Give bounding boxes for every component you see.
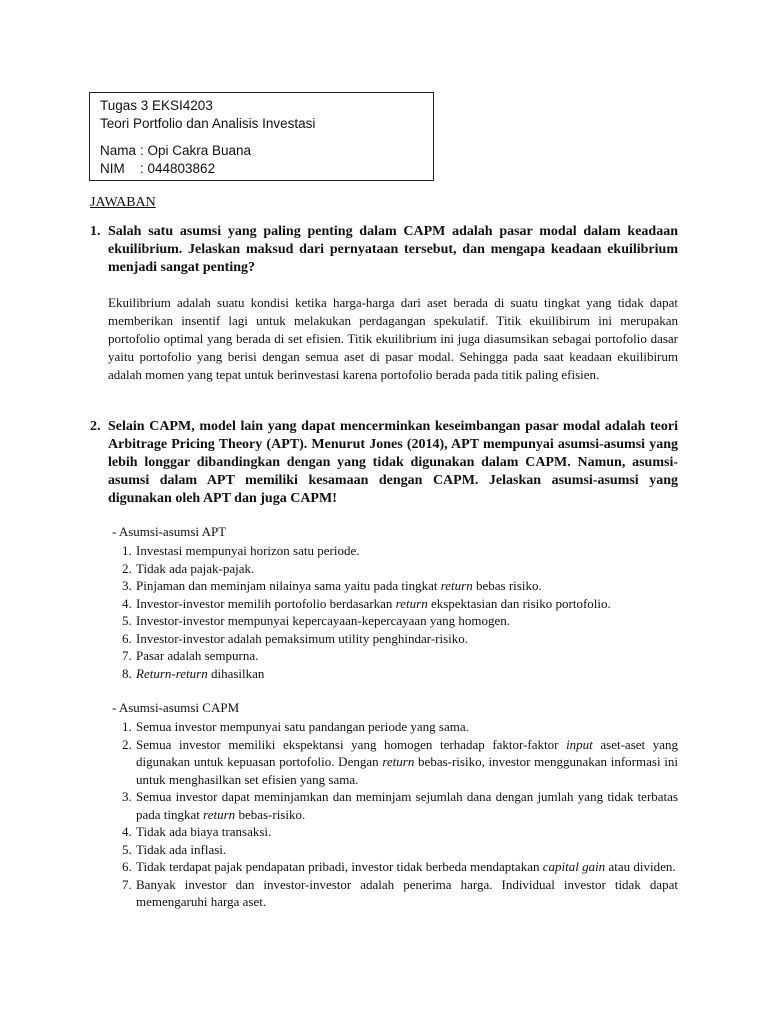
name-value: : Opi Cakra Buana xyxy=(140,143,252,158)
nim-row xyxy=(100,161,215,176)
list-item: 5. Investor-investor mempunyai kepercayaan-kepercayaan yang homogen. xyxy=(122,613,511,628)
course-title: Teori Portfolio dan Analisis Investasi xyxy=(100,116,316,131)
list-item: 2. Tidak ada pajak-pajak. xyxy=(122,560,255,576)
list-item: 1. Investasi mempunyai horizon satu periode. xyxy=(122,543,360,558)
question-1 xyxy=(90,223,678,277)
list-item: 4. Tidak ada biaya transaksi. xyxy=(122,824,272,839)
name-label: Nama xyxy=(100,143,137,158)
answer-heading: JAWABAN xyxy=(90,195,156,210)
question-2 xyxy=(90,418,678,508)
name-row xyxy=(100,143,251,158)
list-item: 7. Banyak investor dan investor-investor adalah penerima harga. Individual investor tidak dapat memengaruhi harga aset. xyxy=(122,876,678,909)
list-item: 2. Semua investor memiliki ekspektansi yang homogen terhadap faktor-faktor input aset-aset yang digunakan untuk kepuasan portofolio. Dengan return bebas-risiko, investor menggunakan informasi ini untuk menghasilkan set efisien yang sama. xyxy=(122,736,678,787)
list-item: 6. Tidak terdapat pajak pendapatan pribadi, investor tidak berbeda mendaptakan capital gain atau dividen. xyxy=(122,859,676,874)
answer-1-paragraph: Ekuilibrium adalah suatu kondisi ketika harga-harga dari aset berada di suatu tingkat yang tidak dapat memberikan insentif lagi untuk melakukan perdagangan spekulatif. Titik ekuilibirum ini merupakan portofolio optimal yang berada di set efisien. Titik ekuilibrium ini juga diasumsikan sebagai portofolio dasar yaitu portofolio yang berisi dengan semua aset di pasar modal. Sehingga pada saat keadaan ekuilibirum adalah momen yang tepat untuk berinvestasi karena portofolio berada pada titik paling efisien. xyxy=(108,295,678,382)
list-item: 8. Return-return dihasilkan xyxy=(122,665,265,681)
list-item: 3. Semua investor dapat meminjamkan dan meminjam sejumlah dana dengan jumlah yang tidak terbatas pada tingkat return bebas-risiko. xyxy=(122,789,678,822)
course-code: Tugas 3 EKSI4203 xyxy=(100,98,213,113)
list-item: 5. Tidak ada inflasi. xyxy=(122,841,227,857)
list-item: 1. Semua investor mempunyai satu pandangan periode yang sama. xyxy=(122,719,469,734)
header-box xyxy=(89,92,434,181)
nim-value: : 044803862 xyxy=(140,161,216,176)
question-text: Selain CAPM, model lain yang dapat mencerminkan keseimbangan pasar modal adalah teori Arbitrage Pricing Theory (APT). Menurut Jones (2014), APT mempunyai asumsi-asumsi yang lebih longgar dibandingkan dengan yang tidak digunakan dalam CAPM. Namun, asumsi-asumsi dalam APT memiliki kesamaan dengan CAPM. Jelaskan asumsi-asumsi yang digunakan oleh APT dan juga CAPM! xyxy=(108,419,678,506)
apt-list xyxy=(122,542,678,682)
question-number: 1. xyxy=(90,224,101,239)
list-item: 7. Pasar adalah sempurna. xyxy=(122,648,259,663)
list-item: 4. Investor-investor memilih portofolio berdasarkan return ekspektasian dan risiko portofolio. xyxy=(122,595,611,611)
list-item: 6. Investor-investor adalah pemaksimum utility penghindar-risiko. xyxy=(122,630,468,646)
apt-heading: - Asumsi-asumsi APT xyxy=(112,524,227,539)
question-number: 2. xyxy=(90,419,101,434)
nim-label: NIM xyxy=(100,161,125,176)
question-text: Salah satu asumsi yang paling penting dalam CAPM adalah pasar modal dalam keadaan ekuilibrium. Jelaskan maksud dari pernyataan tersebut, dan mengapa keadaan ekuilibrium menjadi sangat penting? xyxy=(108,224,678,275)
list-item: 3. Pinjaman dan meminjam nilainya sama yaitu pada tingkat return bebas risiko. xyxy=(122,578,542,593)
capm-heading: - Asumsi-asumsi CAPM xyxy=(112,700,240,715)
capm-list xyxy=(122,718,678,911)
